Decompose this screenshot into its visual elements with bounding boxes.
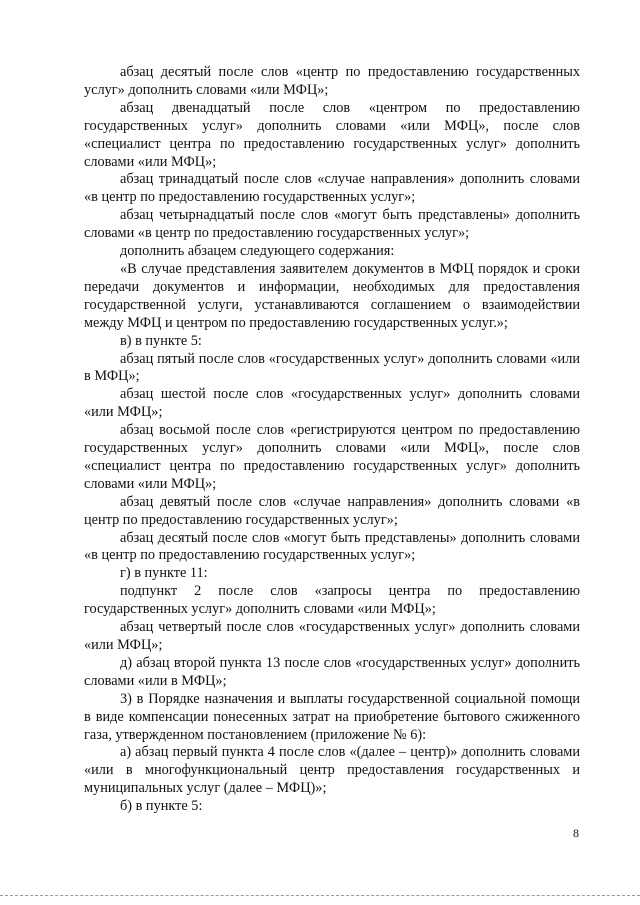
paragraph: абзац четвертый после слов «государственных услуг» дополнить словами «или МФЦ»; <box>84 619 580 653</box>
paragraph: абзац тринадцатый после слов «случае направления» дополнить словами «в центр по предоставлению государственных услуг»; <box>84 171 580 206</box>
paragraph: г) в пункте 11: <box>120 565 208 582</box>
document-page <box>84 64 580 816</box>
paragraph: абзац пятый после слов «государственных услуг» дополнить словами «или в МФЦ»; <box>84 350 580 385</box>
paragraph: абзац четырнадцатый после слов «могут быть представлены» дополнить словами «в центр по предоставлению государственных услуг»; <box>84 207 580 242</box>
footer-rule <box>0 895 640 896</box>
paragraph: абзац десятый после слов «могут быть представлены» дополнить словами «в центр по предоставлению государственных услуг»; <box>84 529 580 564</box>
paragraph: в) в пункте 5: <box>120 332 202 349</box>
paragraph: абзац девятый после слов «случае направления» дополнить словами «в центр по предоставлению государственных услуг»; <box>84 493 580 528</box>
paragraph: 3) в Порядке назначения и выплаты государственной социальной помощи в виде компенсации понесенных затрат на приобретение бытового сжиженного газа, утвержденном постановлением (приложение № 6): <box>84 690 580 743</box>
paragraph: «В случае представления заявителем документов в МФЦ порядок и сроки передачи документов и информации, необходимых для предоставления государственной услуги, устанавливаются соглашением о взаимодействии между МФЦ и центром по предоставлению государственных услуг.»; <box>84 260 580 331</box>
paragraph: абзац восьмой после слов «регистрируются центром по предоставлению государственных услуг» дополнить словами «или МФЦ», после слов «специалист центра по предоставлению государственных услуг» дополнить словами «или МФЦ»; <box>84 422 580 492</box>
paragraph: абзац шестой после слов «государственных услуг» дополнить словами «или МФЦ»; <box>84 386 580 421</box>
paragraph: подпункт 2 после слов «запросы центра по предоставлению государственных услуг» дополнить словами «или МФЦ»; <box>84 583 580 618</box>
paragraph: б) в пункте 5: <box>120 798 203 815</box>
page-number: 8 <box>573 826 579 840</box>
paragraph: а) абзац первый пункта 4 после слов «(далее – центр)» дополнить словами «или в многофункциональный центр предоставления государственных и муниципальных услуг (далее – МФЦ)»; <box>84 744 580 797</box>
paragraph: абзац двенадцатый после слов «центром по предоставлению государственных услуг» дополнить словами «или МФЦ», после слов «специалист центра по предоставлению государственных услуг» дополнить словами «или МФЦ»; <box>84 99 580 170</box>
paragraph: д) абзац второй пункта 13 после слов «государственных услуг» дополнить словами «или в МФЦ»; <box>84 654 580 689</box>
paragraph: абзац десятый после слов «центр по предоставлению государственных услуг» дополнить словами «или МФЦ»; <box>84 64 580 98</box>
paragraph: дополнить абзацем следующего содержания: <box>120 243 395 260</box>
